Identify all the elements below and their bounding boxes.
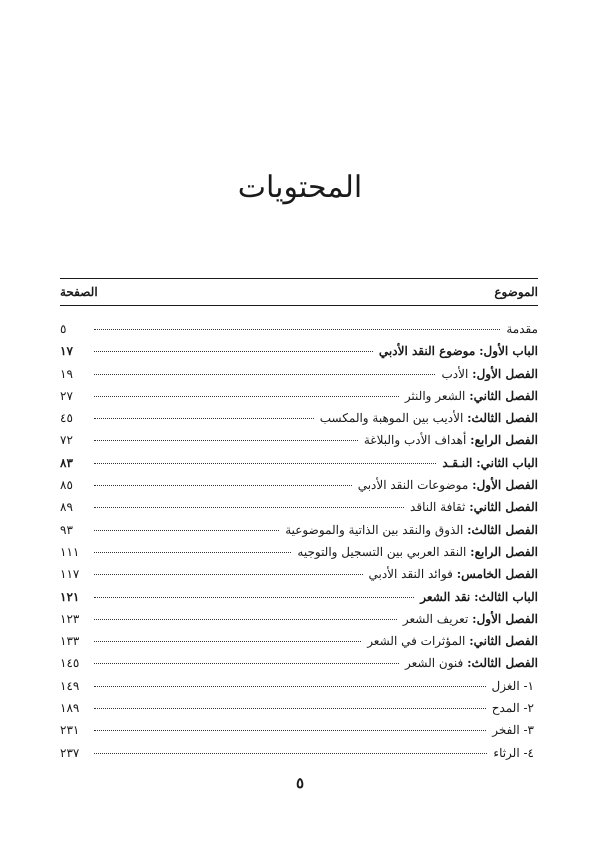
toc-entry-heading xyxy=(285,519,538,541)
toc-entry xyxy=(60,586,538,608)
toc-entry xyxy=(60,318,538,340)
toc-entry-label: الفصل الثاني: xyxy=(469,634,538,649)
dot-leader xyxy=(94,373,435,375)
toc-entry-label: الفصل الرابع: xyxy=(470,433,538,448)
dot-leader xyxy=(94,417,314,419)
dot-leader xyxy=(94,685,486,687)
toc-entry-page: ٨٥ xyxy=(60,478,73,493)
toc-entry-page: ١٤٩ xyxy=(60,678,80,693)
toc-entry xyxy=(60,742,538,764)
toc-entry-page: ٧٢ xyxy=(60,433,73,448)
dot-leader xyxy=(94,707,486,709)
toc-entry-title: الأدب xyxy=(441,366,469,381)
toc-entry-label: الباب الثالث: xyxy=(474,589,538,604)
toc-entry-heading xyxy=(379,340,538,362)
toc-entry-title: موضوعات النقد الأدبي xyxy=(357,478,469,493)
dot-leader xyxy=(94,573,363,575)
dot-leader xyxy=(94,752,487,754)
header-rule xyxy=(60,305,538,306)
toc-entry-heading xyxy=(369,563,539,585)
toc-entry xyxy=(60,474,538,496)
toc-entry xyxy=(60,340,538,362)
toc-entry-title: فوائد النقد الأدبي xyxy=(368,567,453,582)
toc-entry-label: الفصل الرابع: xyxy=(470,544,538,559)
toc-entry xyxy=(60,675,538,697)
toc-entry-heading xyxy=(297,541,538,563)
toc-entry-page: ١٨٩ xyxy=(60,701,80,716)
toc-entry xyxy=(60,452,538,474)
toc-entry xyxy=(60,363,538,385)
toc-entry xyxy=(60,407,538,429)
toc-entry-heading xyxy=(506,318,538,340)
toc-entry xyxy=(60,719,538,741)
dot-leader xyxy=(94,662,399,664)
toc-entry-heading xyxy=(364,429,538,451)
dot-leader xyxy=(94,328,500,330)
toc-entry-heading xyxy=(492,719,538,741)
table-of-contents xyxy=(60,278,538,764)
page-column-header: الصفحة xyxy=(60,285,98,299)
toc-entry-page: ١٢٣ xyxy=(60,611,80,626)
dot-leader xyxy=(94,506,404,508)
toc-entry-title: نقد الشعر xyxy=(420,589,471,604)
toc-entry-title: الأديب بين الموهبة والمكسب xyxy=(319,411,464,426)
toc-entry-label: الفصل الأول: xyxy=(472,611,538,626)
toc-entry xyxy=(60,608,538,630)
dot-leader xyxy=(94,462,436,464)
toc-entry-label: الفصل الثالث: xyxy=(467,656,538,671)
dot-leader xyxy=(94,395,399,397)
toc-entry-label: ٣- الفخر xyxy=(492,723,534,738)
topic-column-header: الموضوع xyxy=(494,285,538,299)
toc-entry xyxy=(60,652,538,674)
page-title: المحتويات xyxy=(237,170,363,205)
dot-leader xyxy=(94,484,352,486)
toc-entry-title: فنون الشعر xyxy=(405,656,464,671)
toc-entry xyxy=(60,429,538,451)
toc-entry-heading xyxy=(367,630,538,652)
toc-entry-title: موضوع النقد الأدبي xyxy=(378,344,476,359)
toc-entry xyxy=(60,496,538,518)
toc-entry-label: الفصل الثالث: xyxy=(467,411,538,426)
dot-leader xyxy=(94,551,291,553)
toc-entry xyxy=(60,630,538,652)
toc-entry-page: ١١١ xyxy=(60,544,80,559)
toc-entry-heading xyxy=(442,452,538,474)
toc-entry-label: الفصل الأول: xyxy=(472,366,538,381)
toc-entry xyxy=(60,697,538,719)
toc-entry-title: النقد العربي بين التسجيل والتوجيه xyxy=(297,544,467,559)
dot-leader xyxy=(94,618,397,620)
toc-entry-page: ٨٩ xyxy=(60,500,73,515)
toc-entry-page: ٢٣١ xyxy=(60,723,80,738)
page-number: ٥ xyxy=(295,774,305,792)
toc-entries xyxy=(60,318,538,764)
toc-entry-label: ٤- الرثاء xyxy=(493,745,534,760)
toc-entry-label: الباب الثاني: xyxy=(476,455,538,470)
toc-entry-title: الشعر والنثر xyxy=(404,388,466,403)
toc-entry-heading xyxy=(492,675,538,697)
toc-entry-label: الفصل الثالث: xyxy=(467,522,538,537)
toc-entry-page: ١٧ xyxy=(60,344,73,359)
toc-entry-label: الفصل الثاني: xyxy=(469,500,538,515)
toc-entry-heading xyxy=(492,697,538,719)
toc-entry-label: الفصل الثاني: xyxy=(469,388,538,403)
toc-entry-page: ٩٣ xyxy=(60,522,73,537)
toc-entry-label: مقدمة xyxy=(506,322,538,336)
toc-header xyxy=(60,279,538,305)
toc-entry-title: أهداف الأدب والبلاغة xyxy=(363,433,467,448)
dot-leader xyxy=(94,640,361,642)
toc-entry-title: تعريف الشعر xyxy=(402,611,469,626)
toc-entry-page: ٢٣٧ xyxy=(60,745,80,760)
toc-entry-title: النـقـد xyxy=(442,455,473,470)
toc-entry-label: ١- الغزل xyxy=(491,678,534,693)
toc-entry-heading xyxy=(403,608,538,630)
toc-entry-page: ١١٧ xyxy=(60,567,80,582)
toc-entry-title: ثقافة الناقد xyxy=(410,500,466,515)
toc-entry-page: ٥ xyxy=(60,322,67,336)
toc-entry-label: الفصل الخامس: xyxy=(456,567,538,582)
dot-leader xyxy=(94,529,279,531)
toc-entry-page: ١٢١ xyxy=(60,589,80,604)
toc-entry-heading xyxy=(493,742,538,764)
toc-entry-label: الفصل الأول: xyxy=(472,478,538,493)
toc-entry-page: ١٩ xyxy=(60,366,73,381)
toc-entry xyxy=(60,519,538,541)
toc-entry-label: ٢- المدح xyxy=(491,701,534,716)
toc-entry-heading xyxy=(410,496,538,518)
toc-entry-page: ٢٧ xyxy=(60,388,73,403)
toc-entry-heading xyxy=(358,474,538,496)
toc-entry xyxy=(60,385,538,407)
toc-entry-heading xyxy=(420,586,538,608)
dot-leader xyxy=(94,729,486,731)
toc-entry-heading xyxy=(405,652,538,674)
dot-leader xyxy=(94,350,373,352)
dot-leader xyxy=(94,439,358,441)
toc-entry-heading xyxy=(320,407,538,429)
dot-leader xyxy=(94,596,414,598)
toc-entry-page: ١٣٣ xyxy=(60,634,80,649)
toc-entry-page: ٨٣ xyxy=(60,455,73,470)
toc-entry-label: الباب الأول: xyxy=(479,344,538,359)
toc-entry-title: المؤثرات في الشعر xyxy=(367,634,466,649)
toc-entry xyxy=(60,563,538,585)
toc-entry-heading xyxy=(405,385,538,407)
toc-entry-heading xyxy=(441,363,538,385)
toc-entry-page: ٤٥ xyxy=(60,411,73,426)
toc-entry xyxy=(60,541,538,563)
toc-entry-title: الذوق والنقد بين الذاتية والموضوعية xyxy=(285,522,464,537)
toc-entry-page: ١٤٥ xyxy=(60,656,80,671)
